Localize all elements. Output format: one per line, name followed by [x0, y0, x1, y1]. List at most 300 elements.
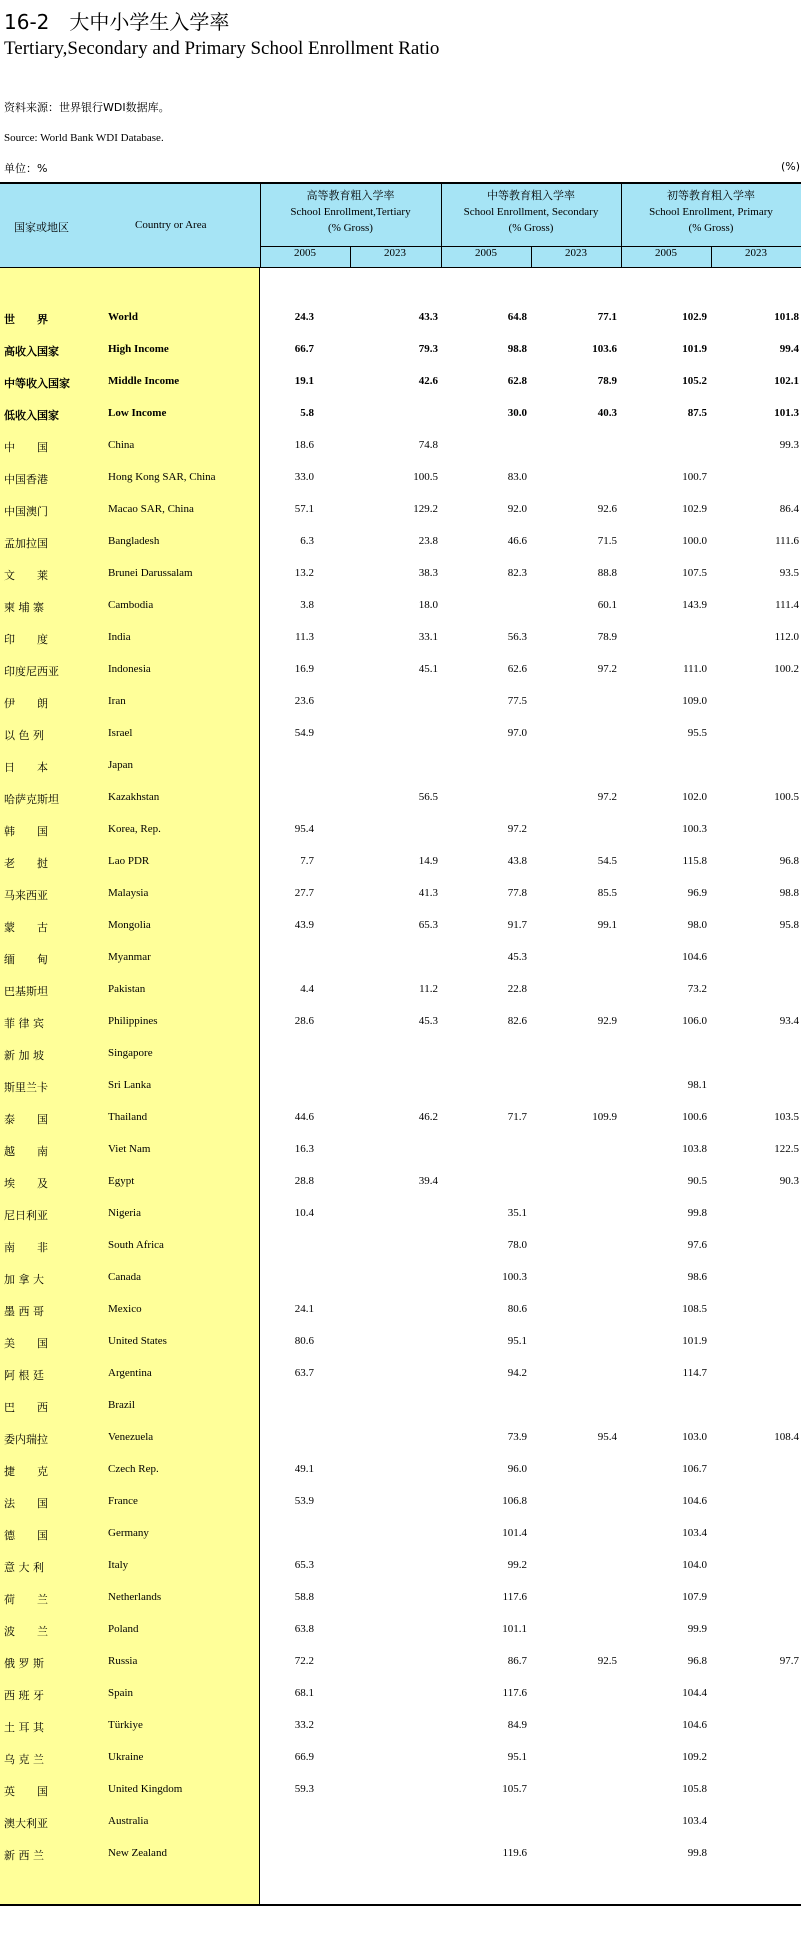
table-row	[0, 462, 801, 494]
value-cell: 93.5	[779, 567, 799, 579]
country-name-en: Singapore	[108, 1047, 153, 1059]
table-row	[0, 974, 801, 1006]
country-name-cn: 加 拿 大	[4, 1273, 44, 1286]
table-row	[0, 654, 801, 686]
table-row	[0, 878, 801, 910]
country-name-en: United Kingdom	[108, 1783, 183, 1795]
table-row	[0, 366, 801, 398]
source-note-en: Source: World Bank WDI Database.	[4, 132, 164, 144]
value-cell: 24.1	[294, 1303, 314, 1315]
value-cell: 117.6	[502, 1687, 527, 1699]
table-row	[0, 686, 801, 718]
country-name-cn: 中国澳门	[4, 505, 48, 518]
country-name-cn: 墨 西 哥	[4, 1305, 44, 1318]
value-cell: 43.9	[294, 919, 314, 931]
value-cell: 104.0	[682, 1559, 707, 1571]
country-name-cn: 法 国	[4, 1497, 48, 1510]
country-name-cn: 文 莱	[4, 569, 48, 582]
value-cell: 88.8	[597, 567, 617, 579]
table-row	[0, 782, 801, 814]
header-bottom-rule	[0, 267, 801, 268]
value-cell: 100.5	[413, 471, 438, 483]
value-cell: 22.8	[507, 983, 527, 995]
country-name-cn: 南 非	[4, 1241, 48, 1254]
value-cell: 33.1	[418, 631, 438, 643]
country-name-cn: 尼日利亚	[4, 1209, 48, 1222]
year-header: 2005	[294, 247, 316, 259]
value-cell: 108.5	[682, 1303, 707, 1315]
value-cell: 11.2	[419, 983, 438, 995]
value-cell: 92.6	[597, 503, 617, 515]
table-row	[0, 622, 801, 654]
value-cell: 73.9	[507, 1431, 527, 1443]
group-unit: (% Gross)	[688, 222, 734, 234]
value-cell: 97.2	[507, 823, 527, 835]
value-cell: 24.3	[294, 311, 314, 323]
value-cell: 109.2	[682, 1751, 707, 1763]
value-cell: 103.6	[592, 343, 617, 355]
value-cell: 114.7	[682, 1367, 707, 1379]
value-cell: 23.6	[294, 695, 314, 707]
value-cell: 79.3	[418, 343, 438, 355]
value-cell: 105.7	[502, 1783, 527, 1795]
table-row	[0, 1454, 801, 1486]
group-title-en: School Enrollment, Secondary	[463, 206, 599, 218]
value-cell: 54.9	[294, 727, 314, 739]
country-name-en: Germany	[108, 1527, 149, 1539]
value-cell: 84.9	[507, 1719, 527, 1731]
top-rule	[0, 182, 801, 184]
value-cell: 41.3	[418, 887, 438, 899]
value-cell: 104.6	[682, 951, 707, 963]
value-cell: 86.7	[507, 1655, 527, 1667]
country-name-en: Türkiye	[108, 1719, 143, 1731]
country-name-en: Korea, Rep.	[108, 823, 161, 835]
country-name-en: Russia	[108, 1655, 138, 1667]
country-name-en: Nigeria	[108, 1207, 141, 1219]
value-cell: 104.6	[682, 1495, 707, 1507]
country-name-en: New Zealand	[108, 1847, 167, 1859]
value-cell: 64.8	[507, 311, 527, 323]
table-row	[0, 814, 801, 846]
country-name-cn: 以 色 列	[4, 729, 44, 742]
value-cell: 16.3	[294, 1143, 314, 1155]
country-name-en: Macao SAR, China	[108, 503, 194, 515]
value-cell: 97.0	[507, 727, 527, 739]
table-row	[0, 1262, 801, 1294]
country-name-en: Brunei Darussalam	[108, 567, 193, 579]
country-name-cn: 泰 国	[4, 1113, 48, 1126]
value-cell: 42.6	[418, 375, 438, 387]
table-row	[0, 910, 801, 942]
table-row	[0, 526, 801, 558]
value-cell: 107.5	[682, 567, 707, 579]
country-header-cn: 国家或地区	[14, 221, 69, 234]
country-name-cn: 世 界	[4, 313, 48, 326]
country-name-cn: 阿 根 廷	[4, 1369, 44, 1382]
table-row	[0, 1710, 801, 1742]
value-cell: 86.4	[779, 503, 799, 515]
country-name-en: Cambodia	[108, 599, 154, 611]
country-name-en: Venezuela	[108, 1431, 154, 1443]
value-cell: 100.3	[682, 823, 707, 835]
country-name-en: Netherlands	[108, 1591, 162, 1603]
table-row	[0, 334, 801, 366]
value-cell: 109.9	[592, 1111, 617, 1123]
country-name-cn: 中国香港	[4, 473, 48, 486]
country-name-cn: 日 本	[4, 761, 48, 774]
value-cell: 57.1	[294, 503, 314, 515]
country-name-en: Argentina	[108, 1367, 152, 1379]
table-row	[0, 1294, 801, 1326]
value-cell: 5.8	[300, 407, 314, 419]
country-name-cn: 意 大 利	[4, 1561, 44, 1574]
value-cell: 87.5	[687, 407, 707, 419]
value-cell: 105.8	[682, 1783, 707, 1795]
value-cell: 95.8	[779, 919, 799, 931]
value-cell: 33.2	[294, 1719, 314, 1731]
value-cell: 95.4	[597, 1431, 617, 1443]
country-name-en: Australia	[108, 1815, 149, 1827]
table-row	[0, 1134, 801, 1166]
value-cell: 65.3	[294, 1559, 314, 1571]
value-cell: 97.2	[597, 791, 617, 803]
year-header: 2005	[655, 247, 677, 259]
country-name-en: Iran	[108, 695, 126, 707]
table-row	[0, 1070, 801, 1102]
value-cell: 106.7	[682, 1463, 707, 1475]
country-name-cn: 中等收入国家	[4, 377, 70, 390]
secondary-group-header	[441, 188, 621, 236]
value-cell: 27.7	[294, 887, 314, 899]
value-cell: 99.8	[687, 1207, 707, 1219]
table-row	[0, 1358, 801, 1390]
value-cell: 95.4	[294, 823, 314, 835]
year-header: 2023	[565, 247, 587, 259]
value-cell: 122.5	[774, 1143, 799, 1155]
year-header: 2023	[384, 247, 406, 259]
country-name-en: Ukraine	[108, 1751, 144, 1763]
table-row	[0, 1582, 801, 1614]
value-cell: 100.6	[682, 1111, 707, 1123]
value-cell: 77.8	[507, 887, 527, 899]
country-name-cn: 波 兰	[4, 1625, 48, 1638]
country-name-en: Pakistan	[108, 983, 146, 995]
value-cell: 63.7	[294, 1367, 314, 1379]
value-cell: 102.0	[682, 791, 707, 803]
year-header: 2005	[475, 247, 497, 259]
country-name-cn: 低收入国家	[4, 409, 59, 422]
value-cell: 53.9	[294, 1495, 314, 1507]
value-cell: 54.5	[597, 855, 617, 867]
value-cell: 59.3	[294, 1783, 314, 1795]
country-name-cn: 西 班 牙	[4, 1689, 44, 1702]
table-row	[0, 398, 801, 430]
country-name-cn: 巴 西	[4, 1401, 48, 1414]
country-name-en: Bangladesh	[108, 535, 160, 547]
value-cell: 38.3	[418, 567, 438, 579]
table-row	[0, 558, 801, 590]
value-cell: 97.6	[687, 1239, 707, 1251]
value-cell: 119.6	[502, 1847, 527, 1859]
value-cell: 99.9	[687, 1623, 707, 1635]
value-cell: 107.9	[682, 1591, 707, 1603]
value-cell: 35.1	[507, 1207, 527, 1219]
country-name-cn: 捷 克	[4, 1465, 48, 1478]
value-cell: 104.4	[682, 1687, 707, 1699]
value-cell: 92.0	[507, 503, 527, 515]
value-cell: 43.8	[507, 855, 527, 867]
value-cell: 98.1	[687, 1079, 707, 1091]
country-name-en: Czech Rep.	[108, 1463, 159, 1475]
value-cell: 62.8	[507, 375, 527, 387]
table-row	[0, 942, 801, 974]
country-name-cn: 德 国	[4, 1529, 48, 1542]
country-name-en: Brazil	[108, 1399, 135, 1411]
table-row	[0, 1326, 801, 1358]
value-cell: 101.9	[682, 1335, 707, 1347]
unit-label-right: (%)	[780, 160, 800, 173]
value-cell: 101.9	[682, 343, 707, 355]
country-name-en: Mongolia	[108, 919, 151, 931]
table-row	[0, 1422, 801, 1454]
value-cell: 28.6	[294, 1015, 314, 1027]
country-name-cn: 蒙 古	[4, 921, 48, 934]
country-name-cn: 埃 及	[4, 1177, 48, 1190]
country-name-cn: 印度尼西亚	[4, 665, 59, 678]
primary-group-header	[621, 188, 801, 236]
value-cell: 82.3	[507, 567, 527, 579]
value-cell: 100.7	[682, 471, 707, 483]
value-cell: 10.4	[294, 1207, 314, 1219]
value-cell: 30.0	[507, 407, 527, 419]
value-cell: 73.2	[687, 983, 707, 995]
value-cell: 98.8	[507, 343, 527, 355]
value-cell: 80.6	[507, 1303, 527, 1315]
country-name-en: France	[108, 1495, 138, 1507]
tertiary-group-header	[260, 188, 441, 236]
value-cell: 100.5	[774, 791, 799, 803]
value-cell: 49.1	[294, 1463, 314, 1475]
value-cell: 94.2	[507, 1367, 527, 1379]
country-name-en: Hong Kong SAR, China	[108, 471, 216, 483]
value-cell: 78.9	[597, 631, 617, 643]
value-cell: 104.6	[682, 1719, 707, 1731]
value-cell: 56.5	[418, 791, 438, 803]
value-cell: 91.7	[507, 919, 527, 931]
table-row	[0, 718, 801, 750]
country-name-cn: 高收入国家	[4, 345, 59, 358]
value-cell: 46.6	[507, 535, 527, 547]
country-header-en: Country or Area	[135, 219, 207, 231]
table-row	[0, 1550, 801, 1582]
country-name-cn: 越 南	[4, 1145, 48, 1158]
value-cell: 72.2	[294, 1655, 314, 1667]
value-cell: 45.3	[418, 1015, 438, 1027]
country-name-cn: 柬 埔 寨	[4, 601, 44, 614]
value-cell: 60.1	[597, 599, 617, 611]
country-name-en: United States	[108, 1335, 167, 1347]
country-name-en: South Africa	[108, 1239, 164, 1251]
country-name-cn: 新 加 坡	[4, 1049, 44, 1062]
value-cell: 18.6	[294, 439, 314, 451]
value-cell: 80.6	[294, 1335, 314, 1347]
value-cell: 6.3	[300, 535, 314, 547]
value-cell: 95.5	[687, 727, 707, 739]
value-cell: 56.3	[507, 631, 527, 643]
country-name-en: Canada	[108, 1271, 141, 1283]
table-row	[0, 750, 801, 782]
value-cell: 68.1	[294, 1687, 314, 1699]
country-name-en: Egypt	[108, 1175, 135, 1187]
value-cell: 112.0	[774, 631, 799, 643]
value-cell: 58.8	[294, 1591, 314, 1603]
value-cell: 14.9	[418, 855, 438, 867]
value-cell: 82.6	[507, 1015, 527, 1027]
country-name-en: Middle Income	[108, 375, 180, 387]
value-cell: 96.9	[687, 887, 707, 899]
country-name-cn: 俄 罗 斯	[4, 1657, 44, 1670]
value-cell: 71.7	[507, 1111, 527, 1123]
table-row	[0, 1198, 801, 1230]
value-cell: 101.3	[774, 407, 799, 419]
value-cell: 44.6	[294, 1111, 314, 1123]
value-cell: 143.9	[682, 599, 707, 611]
country-name-en: Low Income	[108, 407, 167, 419]
value-cell: 78.0	[507, 1239, 527, 1251]
value-cell: 103.8	[682, 1143, 707, 1155]
value-cell: 102.9	[682, 311, 707, 323]
value-cell: 101.1	[502, 1623, 527, 1635]
country-name-cn: 委内瑞拉	[4, 1433, 48, 1446]
value-cell: 18.0	[418, 599, 438, 611]
country-name-cn: 韩 国	[4, 825, 48, 838]
value-cell: 40.3	[597, 407, 617, 419]
value-cell: 23.8	[418, 535, 438, 547]
table-row	[0, 1166, 801, 1198]
value-cell: 103.4	[682, 1527, 707, 1539]
country-name-cn: 澳大利亚	[4, 1817, 48, 1830]
table-row	[0, 1774, 801, 1806]
value-cell: 97.7	[779, 1655, 799, 1667]
value-cell: 103.0	[682, 1431, 707, 1443]
value-cell: 63.8	[294, 1623, 314, 1635]
value-cell: 111.6	[775, 535, 799, 547]
value-cell: 98.8	[779, 887, 799, 899]
value-cell: 65.3	[418, 919, 438, 931]
group-title-cn: 高等教育粗入学率	[306, 189, 395, 202]
value-cell: 100.0	[682, 535, 707, 547]
table-row	[0, 1230, 801, 1262]
value-cell: 43.3	[418, 311, 438, 323]
value-cell: 71.5	[597, 535, 617, 547]
value-cell: 103.5	[774, 1111, 799, 1123]
value-cell: 97.2	[597, 663, 617, 675]
value-cell: 62.6	[507, 663, 527, 675]
country-name-en: World	[108, 311, 138, 323]
country-name-en: Thailand	[108, 1111, 148, 1123]
value-cell: 95.1	[507, 1335, 527, 1347]
country-name-cn: 中 国	[4, 441, 48, 454]
value-cell: 92.5	[597, 1655, 617, 1667]
value-cell: 96.8	[779, 855, 799, 867]
country-name-cn: 乌 克 兰	[4, 1753, 44, 1766]
source-note-cn: 资料来源：世界银行WDI数据库。	[4, 101, 170, 114]
country-name-cn: 英 国	[4, 1785, 48, 1798]
country-name-cn: 荷 兰	[4, 1593, 48, 1606]
value-cell: 115.8	[682, 855, 707, 867]
country-name-cn: 缅 甸	[4, 953, 48, 966]
table-row	[0, 1102, 801, 1134]
table-row	[0, 1614, 801, 1646]
table-row	[0, 302, 801, 334]
value-cell: 66.7	[294, 343, 314, 355]
group-title-en: School Enrollment,Tertiary	[290, 206, 411, 218]
value-cell: 39.4	[418, 1175, 438, 1187]
value-cell: 99.2	[507, 1559, 527, 1571]
value-cell: 100.3	[502, 1271, 527, 1283]
value-cell: 77.1	[597, 311, 617, 323]
table-row	[0, 1838, 801, 1870]
table-row	[0, 1518, 801, 1550]
value-cell: 46.2	[418, 1111, 438, 1123]
country-name-en: Japan	[108, 759, 134, 771]
country-name-cn: 印 度	[4, 633, 48, 646]
country-name-en: Spain	[108, 1687, 134, 1699]
country-name-en: Malaysia	[108, 887, 149, 899]
country-name-en: Viet Nam	[108, 1143, 151, 1155]
value-cell: 83.0	[507, 471, 527, 483]
value-cell: 85.5	[597, 887, 617, 899]
value-cell: 28.8	[294, 1175, 314, 1187]
value-cell: 93.4	[779, 1015, 799, 1027]
value-cell: 108.4	[774, 1431, 799, 1443]
value-cell: 11.3	[295, 631, 314, 643]
year-header: 2023	[745, 247, 767, 259]
country-name-cn: 巴基斯坦	[4, 985, 48, 998]
country-name-cn: 斯里兰卡	[4, 1081, 48, 1094]
value-cell: 103.4	[682, 1815, 707, 1827]
group-title-en: School Enrollment, Primary	[649, 206, 773, 218]
value-cell: 95.1	[507, 1751, 527, 1763]
country-name-en: Indonesia	[108, 663, 151, 675]
value-cell: 78.9	[597, 375, 617, 387]
table-row	[0, 1006, 801, 1038]
group-unit: (% Gross)	[328, 222, 373, 234]
table-row	[0, 1486, 801, 1518]
country-name-cn: 马来西亚	[4, 889, 48, 902]
value-cell: 13.2	[294, 567, 314, 579]
country-name-en: Lao PDR	[108, 855, 150, 867]
value-cell: 109.0	[682, 695, 707, 707]
value-cell: 101.8	[774, 311, 799, 323]
value-cell: 77.5	[507, 695, 527, 707]
value-cell: 45.1	[418, 663, 438, 675]
table-row	[0, 1646, 801, 1678]
table-row	[0, 1390, 801, 1422]
value-cell: 33.0	[294, 471, 314, 483]
table-title-cn: 16-2 大中小学生入学率	[4, 10, 230, 34]
value-cell: 117.6	[502, 1591, 527, 1603]
country-name-en: Italy	[108, 1559, 129, 1571]
table-row	[0, 1678, 801, 1710]
country-name-cn: 伊 朗	[4, 697, 48, 710]
value-cell: 3.8	[300, 599, 314, 611]
country-name-en: Mexico	[108, 1303, 142, 1315]
bottom-rule	[0, 1904, 801, 1906]
table-row	[0, 1742, 801, 1774]
country-name-en: India	[108, 631, 131, 643]
